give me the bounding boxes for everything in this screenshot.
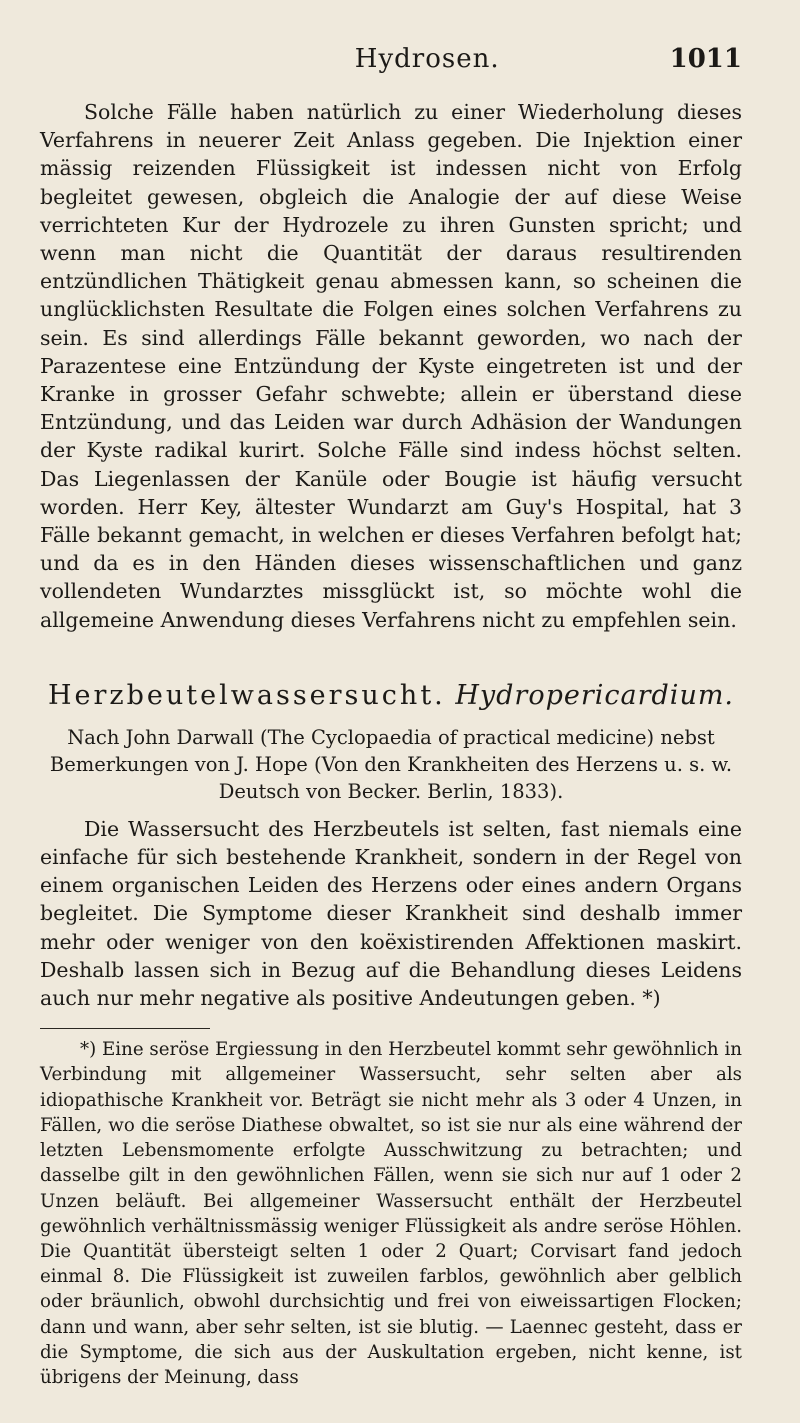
section-heading-german: Herzbeutelwassersucht. [47,679,446,711]
page-number: 1011 [669,44,742,74]
source-line-2: Deutsch von Becker. Berlin, 1833). [218,779,564,803]
body-paragraph-1: Solche Fälle haben natürlich zu einer Wiederholung dieses Verfahrens in neuerer Zeit Anlass gegeben. Die Injektion einer mässig reizenden Flüssigkeit ist indessen nicht von Erfolg begleitet gewesen, obgleich die Analogie der auf diese Weise verrichteten Kur der Hydrozele zu ihren Gunsten spricht; und wenn man nicht die Quantität der daraus resultirenden entzündlichen Thätigkeit genau abmessen kann, so scheinen die unglücklichsten Resultate die Folgen eines solchen Verfahrens zu sein. Es sind allerdings Fälle bekannt geworden, wo nach der Parazentese eine Entzündung der Kyste eingetreten ist und der Kranke in grosser Gefahr schwebte; allein er überstand diese Entzündung, und das Leiden war durch Adhäsion der Wandungen der Kyste radikal kurirt. Solche Fälle sind indess höchst selten. Das Liegenlassen der Kanüle oder Bougie ist häufig versucht worden. Herr Key, ältester Wundarzt am Guy's Hospital, hat 3 Fälle bekannt gemacht, in welchen er dieses Verfahren befolgt hat; und da es in den Händen dieses wissenschaftlichen und ganz vollendeten Wundarztes missglückt ist, so möchte wohl die allgemeine Anwendung dieses Verfahrens nicht zu empfehlen sein. [40,100,742,632]
footnote: *) Eine seröse Ergiessung in den Herzbeutel kommt sehr gewöhnlich in Verbindung mit allgemeiner Wassersucht, sehr selten aber als idiopathische Krankheit vor. Beträgt sie nicht mehr als 3 oder 4 Unzen, in Fällen, wo die seröse Diathese obwaltet, so ist sie nur als eine während der letzten Lebensmomente erfolgte Ausschwitzung zu betrachten; und dasselbe gilt in den gewöhnlichen Fällen, wenn sie sich nur auf 1 oder 2 Unzen beläuft. Bei allgemeiner Wassersucht enthält der Herzbeutel gewöhnlich verhältnissmässig weniger Flüssigkeit als andre seröse Höhlen. Die Quantität übersteigt selten 1 oder 2 Quart; Corvisart fand jedoch einmal 8. Die Flüssigkeit ist zuweilen farblos, gewöhnlich aber gelblich oder bräunlich, obwohl durchsichtig und frei von eiweissartigen Flocken; dann und wann, aber sehr selten, ist sie blutig. — Laennec gesteht, dass er die Symptome, die sich aus der Auskultation ergeben, nicht kenne, ist übrigens der Meinung, dass [40,1039,742,1388]
body-paragraph-2: Die Wassersucht des Herzbeutels ist selten, fast niemals eine einfache für sich bestehende Krankheit, sondern in der Regel von einem organischen Leiden des Herzens oder eines andern Organs begleitet. Die Symptome dieser Krankheit sind deshalb immer mehr oder weniger von den koëxistirenden Affektionen maskirt. Deshalb lassen sich in Bezug auf die Behandlung dieses Leidens auch nur mehr negative als positive Andeutungen geben. *) [40,816,742,1011]
running-title: Hydrosen. [354,44,500,74]
section-heading [40,680,742,712]
source-line-1: Nach John Darwall (The Cyclopaedia of practical medicine) nebst Bemerkungen von J. Hope (Von den Krankheiten des Herzens u. s. w. [49,725,733,776]
section-heading-latin: Hydropericardium. [455,679,735,711]
footnote-divider [40,1028,210,1029]
section-source [40,724,742,805]
running-header [40,44,742,74]
